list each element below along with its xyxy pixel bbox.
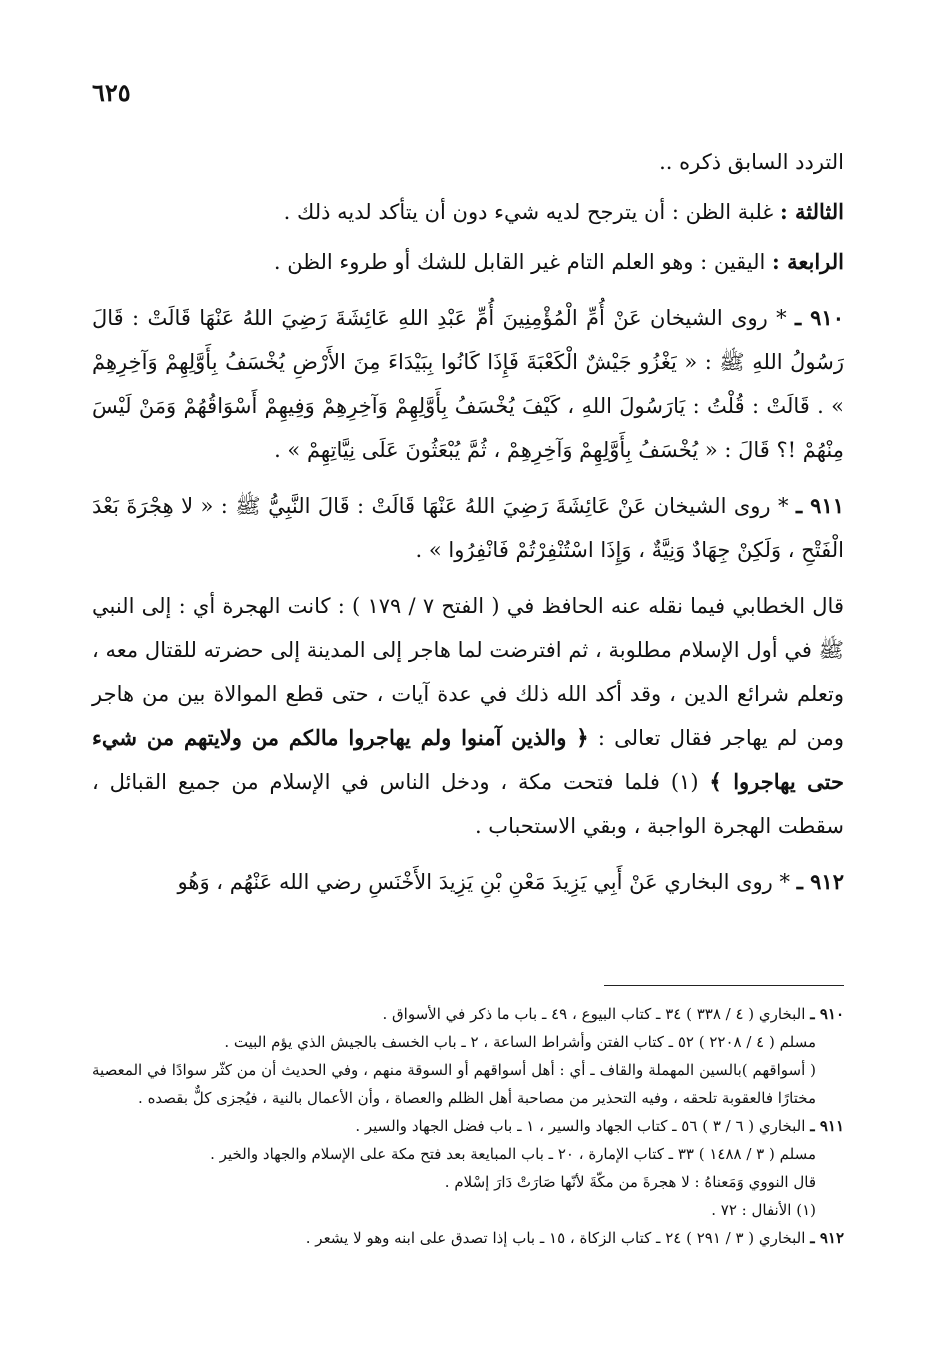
paragraph-intro — [92, 140, 844, 184]
footnote-line — [92, 1000, 844, 1028]
hadith-number: ٩١١ ـ — [795, 493, 845, 518]
commentary-text-before: قال الخطابي فيما نقله عنه الحافظ في ( الفتح ٧ / ١٧٩ ) : كانت الهجرة أي : إلى النبي ﷺ في أول الإسلام مطلوبة ، ثم افترضت لما هاجر إلى المدينة إلى حضرته للقتال معه ، وتعلم شرائع الدين ، وقد أكد الله ذلك في عدة آيات ، حتى قطع الموالاة بين من هاجر ومن لم يهاجر فقال تعالى : — [92, 594, 844, 750]
commentary-paragraph — [92, 584, 844, 848]
footnote-number: ٩١٠ ـ — [810, 1005, 844, 1023]
paragraph-text: غلبة الظن : أن يترجح لديه شيء دون أن يتأكد لديه ذلك . — [283, 200, 780, 224]
footnote-line — [92, 1056, 844, 1112]
footnote-number: ٩١٢ ـ — [810, 1229, 844, 1247]
quran-quote: ﴿ والذين آمنوا ولم يهاجروا مالكم من ولايتهم من شيء حتى يهاجروا ﴾ — [92, 725, 844, 794]
paragraph-lead: الرابعة : — [772, 249, 844, 274]
footnote-text: البخاري ( ٣ / ٢٩١ ) ٢٤ ـ كتاب الزكاة ، ١٥ ـ باب إذا تصدق على ابنه وهو لا يشعر . — [305, 1229, 811, 1247]
footnote-line — [92, 1224, 844, 1252]
footnote-marker: (١) — [659, 770, 710, 794]
hadith-text: * روى البخاري عَنْ أَبِي يَزِيدَ مَعْنِ بْنِ يَزِيدَ الأَخْنَسِ رضي الله عَنْهُم ، وَهُو — [177, 870, 797, 894]
page-number: ٦٢٥ — [92, 78, 131, 107]
commentary-text-after: فلما فتحت مكة ، ودخل الناس في الإسلام من جميع القبائل ، سقطت الهجرة الواجبة ، وبقي الاستحباب . — [92, 770, 844, 838]
hadith-910 — [92, 296, 844, 472]
paragraph-text: اليقين : وهو العلم التام غير القابل للشك أو طروء الظن . — [273, 250, 773, 274]
footnote-line — [92, 1168, 844, 1196]
footnote-divider — [604, 985, 844, 986]
hadith-text: * روى الشيخان عَنْ عَائِشَةَ رَضِيَ اللهُ عَنْهَا قَالَتْ : قَالَ النَّبِيُّ ﷺ : « لا هِجْرَةَ بَعْدَ الْفَتْحِ ، وَلَكِنْ جِهَادٌ وَنِيَّةٌ ، وَإِذَا اسْتُنْفِرْتُمْ فَانْفِرُوا » . — [92, 494, 844, 562]
hadith-912 — [92, 860, 844, 904]
footnote-line — [92, 1112, 844, 1140]
paragraph-third — [92, 190, 844, 234]
footnote-text: مسلم ( ٣ / ١٤٨٨ ) ٣٣ ـ كتاب الإمارة ، ٢٠ ـ باب المبايعة بعد فتح مكة على الإسلام والجهاد والخير . — [210, 1145, 816, 1163]
hadith-911 — [92, 484, 844, 572]
footnote-line — [92, 1196, 844, 1224]
paragraph-fourth — [92, 240, 844, 284]
footnote-text: قال النووي وَمَعناهُ : لا هجرةَ من مكّةَ لأنّها صَارَتْ دَارَ إسْلام . — [444, 1173, 816, 1191]
hadith-number: ٩١٢ ـ — [796, 869, 844, 894]
footnote-number: ٩١١ ـ — [810, 1117, 844, 1135]
footnote-line — [92, 1140, 844, 1168]
paragraph-lead: الثالثة : — [779, 199, 844, 224]
footnotes — [92, 1000, 844, 1252]
paragraph-text: التردد السابق ذكره .. — [659, 150, 844, 174]
footnote-text: البخاري ( ٤ / ٣٣٨ ) ٣٤ ـ كتاب البيوع ، ٤٩ ـ باب ما ذكر في الأسواق . — [382, 1005, 811, 1023]
footnote-text: البخاري ( ٦ / ٣ ) ٥٦ ـ كتاب الجهاد والسير ، ١ ـ باب فضل الجهاد والسير . — [355, 1117, 811, 1135]
footnote-text: (١) الأنفال : ٧٢ . — [711, 1201, 816, 1219]
footnote-text: مسلم ( ٤ / ٢٢٠٨ ) ٥٢ ـ كتاب الفتن وأشراط الساعة ، ٢ ـ باب الخسف بالجيش الذي يؤم البيت . — [224, 1033, 816, 1051]
main-text — [92, 140, 844, 916]
footnote-text: ( أسواقهم )بالسين المهملة والقاف ـ أي : أهل أسواقهم أو السوقة منهم ، وفي الحديث أن من كثّر سوادًا في المعصية مختارًا فالعقوبة تلحقه ، وفيه التحذير من مصاحبة أهل الظلم والعصاة ، وأن الأعمال بالنية ، فيُجزى كلٌّ بقصده . — [92, 1061, 816, 1107]
hadith-number: ٩١٠ ـ — [795, 305, 844, 330]
hadith-text: * روى الشيخان عَنْ أُمِّ الْمُؤْمِنِينَ أُمِّ عَبْدِ اللهِ عَائِشَةَ رَضِيَ اللهُ عَنْهَا قَالَتْ : قَالَ رَسُولُ اللهِ ﷺ : « يَغْزُو جَيْشٌ الْكَعْبَةَ فَإِذَا كَانُوا بِبَيْدَاءَ مِنَ الأَرْضِ يُخْسَفُ بِأَوَّلِهِمْ وَآخِرِهِمْ » . قَالَتْ : قُلْتُ : يَارَسُولَ اللهِ ، كَيْفَ يُخْسَفُ بِأَوَّلِهِمْ وَآخِرِهِمْ وَفِيهِمْ أَسْوَاقُهُمْ وَمَنْ لَيْسَ مِنْهُمْ !؟ قَالَ : « يُخْسَفُ بِأَوَّلِهِمْ وَآخِرِهِمْ ، ثُمَّ يُبْعَثُونَ عَلَى نِيَّاتِهِمْ » . — [92, 306, 844, 462]
footnote-line — [92, 1028, 844, 1056]
